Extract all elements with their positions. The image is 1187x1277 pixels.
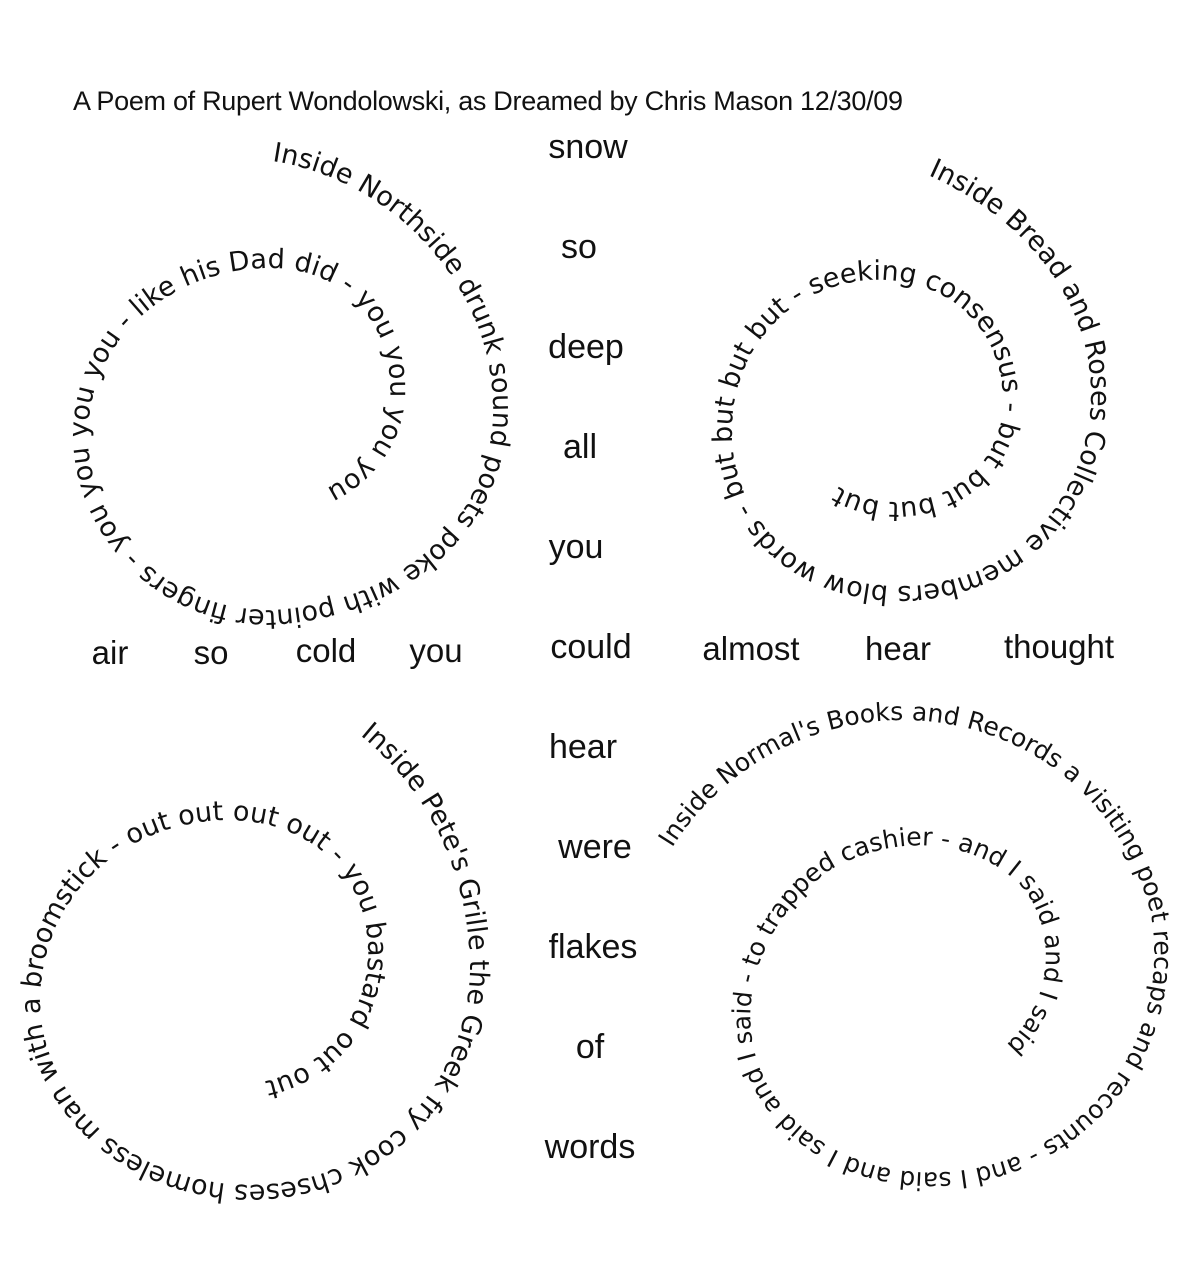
row-word: air bbox=[91, 634, 129, 671]
page-title: A Poem of Rupert Wondolowski, as Dreamed by Chris Mason 12/30/09 bbox=[73, 86, 903, 116]
center-word: you bbox=[548, 528, 604, 566]
row-word: cold bbox=[295, 632, 357, 669]
spiral-northside: Inside Northside drunk sound poets poke with pointer fingers - you you you you - like his Dad did - you you you you bbox=[63, 137, 518, 635]
row-word: almost bbox=[702, 630, 800, 667]
center-word: snow bbox=[548, 128, 628, 166]
row-word: so bbox=[193, 634, 229, 671]
center-word: of bbox=[575, 1028, 605, 1066]
center-word: hear bbox=[548, 728, 618, 766]
row-word: thought bbox=[1003, 628, 1115, 665]
spiral-normals-books: Inside Normal's Books and Records a visiting poet recaps and recounts - and I said and I said and I said - to trapped cashier - and I said and I said bbox=[652, 696, 1178, 1196]
center-word: could bbox=[550, 628, 632, 666]
center-word: words bbox=[544, 1128, 636, 1166]
spiral-petes-grille: Inside Pete's Grille the Greek fry cook chseses homeless man with a broomstick - out out out out - you bastard out out bbox=[15, 716, 495, 1210]
row-word: you bbox=[409, 632, 463, 669]
row-word: hear bbox=[864, 630, 932, 667]
center-word: so bbox=[561, 228, 597, 266]
spiral-bread-and-roses: Inside Bread and Roses Collective members blow words - but but but but - seeking consensus - but but but but bbox=[707, 153, 1116, 611]
center-word: deep bbox=[548, 328, 624, 366]
center-word: all bbox=[562, 428, 598, 466]
center-word: flakes bbox=[548, 928, 638, 966]
center-word: were bbox=[558, 828, 632, 866]
